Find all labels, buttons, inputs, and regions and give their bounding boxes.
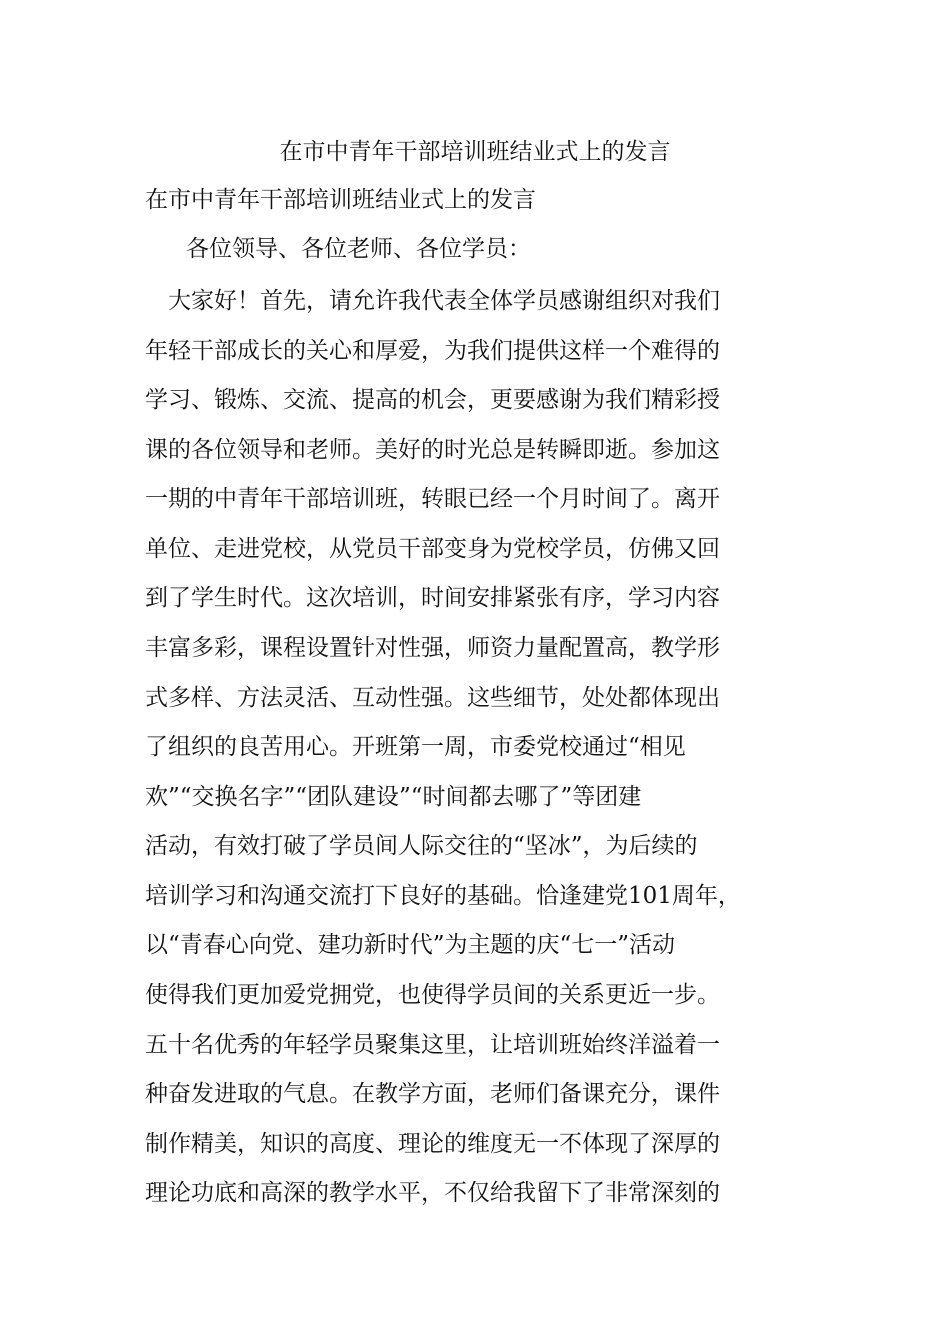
salutation: 各位领导、各位老师、各位学员： (186, 236, 531, 262)
document-subtitle: 在市中青年干部培训班结业式上的发言 (145, 187, 536, 213)
body-line: 单位、走进党校，从党员干部变身为党校学员，仿佛又回 (145, 536, 720, 562)
body-line: 五十名优秀的年轻学员聚集这里，让培训班始终洋溢着一 (145, 1032, 720, 1058)
body-line: 一期的中青年干部培训班，转眼已经一个月时间了。离开 (145, 486, 720, 512)
body-line: 学习、锻炼、交流、提高的机会，更要感谢为我们精彩授 (145, 387, 720, 413)
body-line: 课的各位领导和老师。美好的时光总是转瞬即逝。参加这 (145, 437, 720, 463)
body-line: 使得我们更加爱党拥党，也使得学员间的关系更近一步。 (145, 982, 720, 1008)
body-line: 大家好！首先，请允许我代表全体学员感谢组织对我们 (145, 288, 720, 314)
body-line: 式多样、方法灵活、互动性强。这些细节，处处都体现出 (145, 685, 720, 711)
body-line: 年轻干部成长的关心和厚爱，为我们提供这样一个难得的 (145, 338, 720, 364)
body-line: 到了学生时代。这次培训，时间安排紧张有序，学习内容 (145, 585, 720, 611)
body-line: 活动，有效打破了学员间人际交往的“坚冰”，为后续的 (145, 833, 698, 859)
body-line: 种奋发进取的气息。在教学方面，老师们备课充分，课件 (145, 1081, 720, 1107)
body-line: 制作精美，知识的高度、理论的维度无一不体现了深厚的 (145, 1131, 720, 1157)
body-line: 了组织的良苦用心。开班第一周，市委党校通过“相见 (145, 734, 686, 760)
body-line: 培训学习和沟通交流打下良好的基础。恰逢建党101周年， (145, 883, 741, 909)
body-line: 以“青春心向党、建功新时代”为主题的庆“七一”活动 (145, 932, 676, 958)
body-line: 欢”“交换名字”“团队建设”“时间都去哪了”等团建 (145, 784, 642, 810)
document-title: 在市中青年干部培训班结业式上的发言 (279, 139, 671, 165)
body-line: 丰富多彩，课程设置针对性强，师资力量配置高，教学形 (145, 635, 720, 661)
body-line: 理论功底和高深的教学水平，不仅给我留下了非常深刻的 (145, 1180, 720, 1206)
